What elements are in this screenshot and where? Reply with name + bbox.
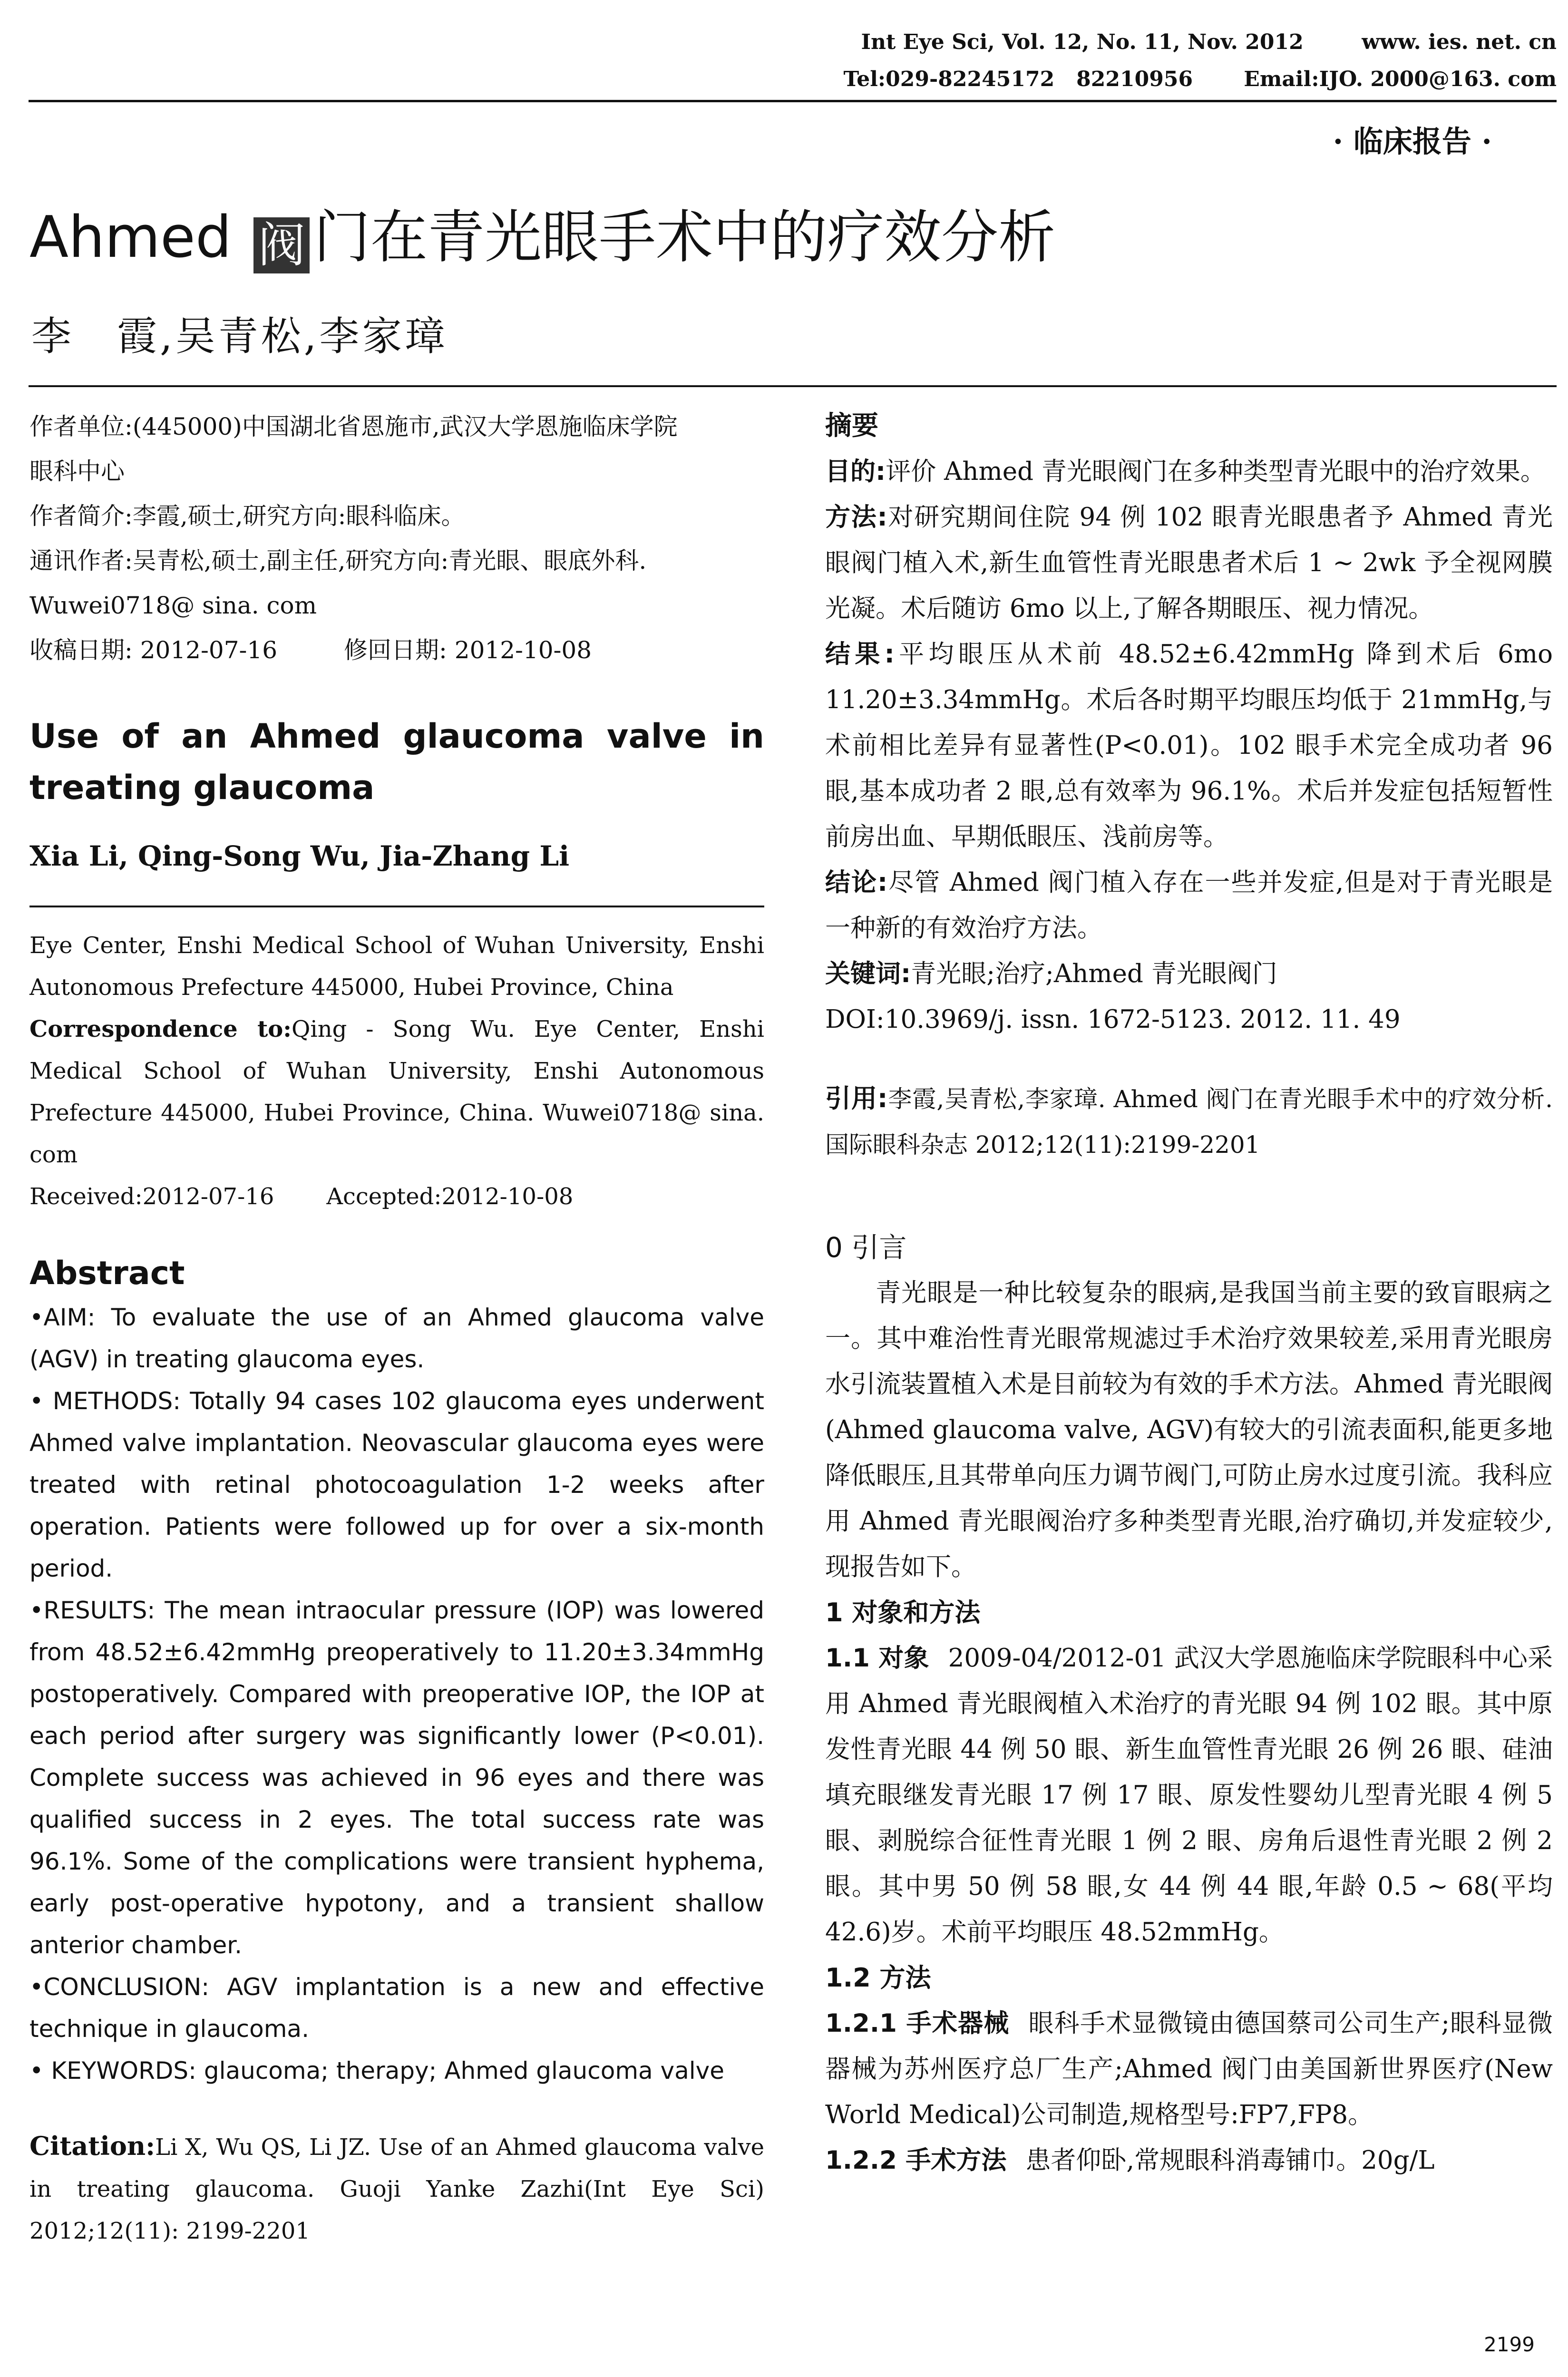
title-part1: Ahmed [29,205,250,271]
authors-cn: 李 霞,吴青松,李家璋 [31,313,448,360]
abstract-heading: Abstract [29,1255,185,1292]
authors-rule [29,906,764,907]
section-label: · 临床报告 · [1333,124,1492,159]
correspondence-text: Qing - Song Wu. Eye Center, Enshi Medical School of Wuhan University, Enshi Autonomous Prefecture 445000, Hubei Province, China. Wuwei0718@ sina. com [29,1016,765,1168]
citation-cn-text: 李霞,吴青松,李家璋. Ahmed 阀门在青光眼手术中的疗效分析. 国际眼科杂志 2012;12(11):2199-2201 [825,1085,1553,1159]
aim-label: •AIM: [29,1304,96,1331]
citation-label: Citation: [29,2131,156,2161]
abstract-cn-heading: 摘要 [825,410,878,441]
header-rule [29,100,1557,102]
methods-heading: 1 对象和方法 [825,1598,981,1627]
left-column [29,399,764,2252]
subjects-text: 2009-04/2012-01 武汉大学恩施临床学院眼科中心采用 Ahmed 青光眼阀植入术治疗的青光眼 94 例 102 眼。其中原发性青光眼 44 例 50 眼、新生血管性青光眼 26 例 26 眼、硅油填充眼继发青光眼 17 例 17 眼、原发性婴幼儿型青光眼 4 例 5 眼、剥脱综合征性青光眼 1 例 2 眼、房角后退性青光眼 2 例 2 眼。其中男 50 例 58 眼,女 44 例 44 眼,年龄 0.5 ~ 68(平均 42.6)岁。术前平均眼压 48.52mmHg。 [825,1644,1553,1947]
methods-cn-label: 方法: [825,503,887,532]
aim-cn-label: 目的: [825,457,886,486]
journal-header-line1: Int Eye Sci, Vol. 12, No. 11, Nov. 2012 www. ies. net. cn [861,30,1557,54]
methods-label: • METHODS: [29,1387,181,1415]
received-date-en: Received:2012-07-16 [29,1183,274,1210]
received-date-cn: 收稿日期: 2012-07-16 [29,636,278,664]
abstract-keywords [29,2050,764,2092]
correspondence-label: Correspondence to: [29,1016,292,1042]
abstract-cn-keywords [825,951,1553,997]
results-cn-label: 结果: [825,640,895,669]
title-part2: 门在青光眼手术中的疗效分析 [313,205,1056,271]
citation-en [29,2125,764,2252]
keywords-cn-label: 关键词: [825,959,911,988]
aim-text: To evaluate the use of an Ahmed glaucoma valve (AGV) in treating glaucoma eyes. [29,1304,764,1373]
abstract-methods [29,1380,764,1589]
page-number: 2199 [1484,2333,1535,2356]
corresponding-email: Wuwei0718@ sina. com [29,592,317,619]
keywords-text: glaucoma; therapy; Ahmed glaucoma valve [204,2057,725,2085]
corresponding-author: 通讯作者:吴青松,硕士,副主任,研究方向:青光眼、眼底外科. [29,547,647,575]
results-label: •RESULTS: [29,1597,156,1624]
results-text: The mean intraocular pressure (IOP) was lowered from 48.52±6.42mmHg preoperatively to 11.20±3.34mmHg postoperatively. Compared with preoperative IOP, the IOP at each period after surgery was significantly lower (P<0.01). Complete success was achieved in 96 eyes and there was qualified success in 2 eyes. The total success rate was 96.1%. Some of the complications were transient hyphema, early post-operative hypotony, and a transient shallow anterior chamber. [29,1597,764,1959]
title-rule [29,385,1557,387]
abstract-conclusion [29,1966,764,2050]
aim-cn-text: 评价 Ahmed 青光眼阀门在多种类型青光眼中的治疗效果。 [886,457,1546,486]
abstract-cn-methods [825,495,1553,632]
affiliation-cn [29,404,764,672]
surgery-label: 1.2.2 手术方法 [825,2146,1007,2175]
method-subheading: 1.2 方法 [825,1963,931,1993]
instruments-paragraph [825,2001,1553,2138]
abstract-results [29,1589,764,1966]
subjects-label: 1.1 对象 [825,1644,929,1673]
citation-text: Li X, Wu QS, Li JZ. Use of an Ahmed glaucoma valve in treating glaucoma. Guoji Yanke Zazhi(Int Eye Sci) 2012;12(11): 2199-2201 [29,2134,764,2244]
affiliation-line: 作者单位:(445000)中国湖北省恩施市,武汉大学恩施临床学院 [29,413,678,440]
author-bio: 作者简介:李霞,硕士,研究方向:眼科临床。 [29,502,465,530]
journal-header-line2: Tel:029-82245172 82210956 Email:IJO. 2000@163. com [843,67,1557,91]
abstract-cn-conclusion [825,860,1553,951]
surgery-paragraph [825,2138,1553,2183]
methods-text: Totally 94 cases 102 glaucoma eyes underwent Ahmed valve implantation. Neovascular glaucoma eyes were treated with retinal photocoagulation 1-2 weeks after operation. Patients were followed up for over a six-month period. [29,1387,764,1582]
citation-cn-label: 引用: [825,1083,888,1113]
conclusion-label: •CONCLUSION: [29,1973,210,2001]
conclusion-cn-label: 结论: [825,868,888,897]
methods-cn-text: 对研究期间住院 94 例 102 眼青光眼患者予 Ahmed 青光眼阀门植入术,新生血管性青光眼患者术后 1 ~ 2wk 予全视网膜光凝。术后随访 6mo 以上,了解各期眼压、视力情况。 [825,503,1553,623]
conclusion-cn-text: 尽管 Ahmed 阀门植入存在一些并发症,但是对于青光眼是一种新的有效治疗方法。 [825,868,1553,943]
eye-center-address: Eye Center, Enshi Medical School of Wuhan University, Enshi Autonomous Prefecture 445000, Hubei Province, China [29,932,764,1001]
dates-en [29,1176,764,1218]
conclusion-text: AGV implantation is a new and effective technique in glaucoma. [29,1973,764,2043]
abstract-aim [29,1296,764,1380]
abstract-cn-aim [825,449,1553,495]
english-authors: Xia Li, Qing-Song Wu, Jia-Zhang Li [29,840,570,872]
affiliation-line: 眼科中心 [29,458,125,485]
intro-paragraph: 青光眼是一种比较复杂的眼病,是我国当前主要的致盲眼病之一。其中难治性青光眼常规滤过手术治疗效果较差,采用青光眼房水引流装置植入术是目前较为有效的手术方法。Ahmed 青光眼阀(Ahmed glaucoma valve, AGV)有较大的引流表面积,能更多地降低眼压,且其带单向压力调节阀门,可防止房水过度引流。我科应用 Ahmed 青光眼阀治疗多种类型青光眼,治疗确切,并发症较少,现报告如下。 [825,1278,1553,1581]
keywords-cn-text: 青光眼;治疗;Ahmed 青光眼阀门 [911,959,1277,988]
revised-date-cn: 修回日期: 2012-10-08 [344,636,592,664]
surgery-text: 患者仰卧,常规眼科消毒铺巾。20g/L [1025,2146,1435,2175]
right-column [825,399,1553,2183]
english-affiliation [29,925,764,1218]
title-highlight-glyph: 阀 [253,217,310,273]
abstract-cn-results [825,632,1553,860]
intro-heading: 0 引言 [825,1231,907,1264]
journal-header [844,24,1557,98]
keywords-label: • KEYWORDS: [29,2057,196,2085]
instruments-text: 眼科手术显微镜由德国蔡司公司生产;眼科显微器械为苏州医疗总厂生产;Ahmed 阀门由美国新世界医疗(New World Medical)公司制造,规格型号:FP7,FP8。 [825,2009,1553,2129]
english-title: Use of an Ahmed glaucoma valve in treating glaucoma [29,717,764,807]
accepted-date-en: Accepted:2012-10-08 [326,1183,574,1210]
subjects-paragraph [825,1636,1553,1955]
dates-cn [29,628,764,672]
instruments-label: 1.2.1 手术器械 [825,2009,1010,2038]
correspondence [29,1008,764,1176]
results-cn-text: 平均眼压从术前 48.52±6.42mmHg 降到术后 6mo 11.20±3.34mmHg。术后各时期平均眼压均低于 21mmHg,与术前相比差异有显著性(P<0.01)。102 眼手术完全成功者 96 眼,基本成功者 2 眼,总有效率为 96.1%。术后并发症包括短暂性前房出血、早期低眼压、浅前房等。 [825,640,1553,851]
doi: DOI:10.3969/j. issn. 1672-5123. 2012. 11. 49 [825,1005,1401,1034]
article-title [29,200,1055,276]
citation-cn [825,1076,1553,1168]
